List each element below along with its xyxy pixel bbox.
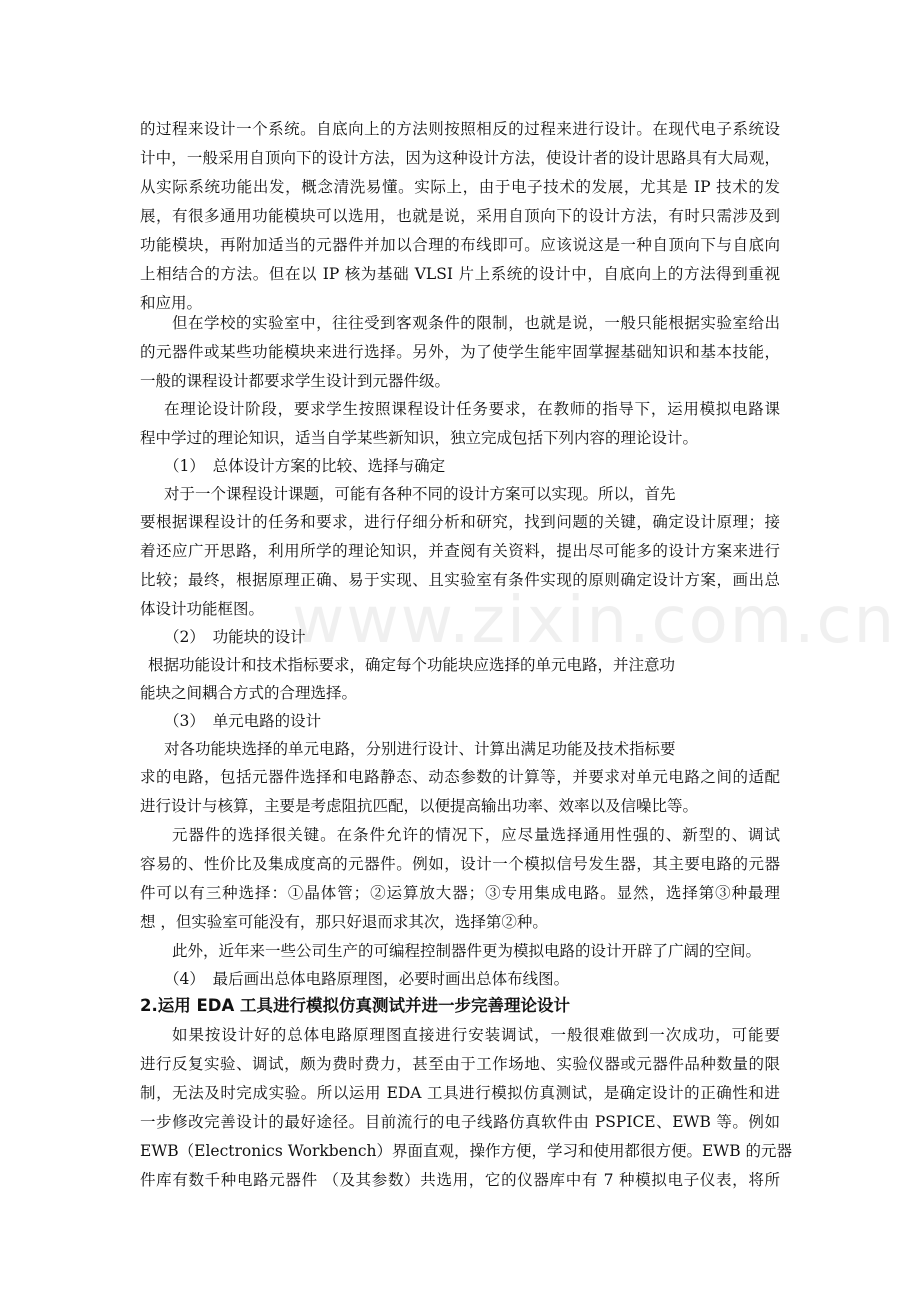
text-line: 比较；最终，根据原理正确、易于实现、且实验室有条件实现的原则确定设计方案，画出总 (140, 571, 780, 589)
text-line: EWB（Electronics Workbench）界面直观，操作方便，学习和使用都很方便。EWB 的元器 (140, 1142, 793, 1160)
text-line: 进行反复实验、调试，颇为费时费力，甚至由于工作场地、实验仪器或元器件品种数量的限 (140, 1055, 780, 1073)
text-line: 根据功能设计和技术指标要求，确定每个功能块应选择的单元电路，并注意功 (148, 656, 676, 674)
text-line: 求的电路，包括元器件选择和电路静态、动态参数的计算等，并要求对单元电路之间的适配 (140, 768, 780, 786)
text-line: 要根据课程设计的任务和要求，进行仔细分析和研究，找到问题的关键，确定设计原理；接 (140, 513, 780, 531)
text-line: 制，无法及时完成实验。所以运用 EDA 工具进行模拟仿真测试，是确定设计的正确性和进 (140, 1084, 780, 1102)
text-line: 功能模块，再附加适当的元器件并加以合理的布线即可。应该说这是一种自顶向下与自底向 (140, 236, 780, 254)
text-line: 容易的、性价比及集成度高的元器件。例如，设计一个模拟信号发生器，其主要电路的元器 (140, 855, 780, 873)
text-line: 上相结合的方法。但在以 IP 核为基础 VLSI 片上系统的设计中，自底向上的方法得到重视 (140, 265, 780, 283)
text-line: 想 ，但实验室可能没有，那只好退而求其次，选择第②种。 (140, 913, 548, 931)
text-line: 在理论设计阶段，要求学生按照课程设计任务要求，在教师的指导下，运用模拟电路课 (164, 400, 780, 418)
text-line: 件可以有三种选择：①晶体管；②运算放大器；③专用集成电路。显然，选择第③种最理 (140, 884, 780, 902)
section-heading: 2.运用 EDA 工具进行模拟仿真测试并进一步完善理论设计 (140, 996, 570, 1015)
text-line: 展，有很多通用功能模块可以选用，也就是说，采用自顶向下的设计方法，有时只需涉及到 (140, 207, 780, 225)
text-line: 着还应广开思路，利用所学的理论知识，并查阅有关资料，提出尽可能多的设计方案来进行 (140, 542, 780, 560)
text-line: 一步修改完善设计的最好途径。目前流行的电子线路仿真软件由 PSPICE、EWB 等。例如 (140, 1113, 780, 1131)
text-line: 和应用。 (140, 294, 203, 312)
text-line: 进行设计与核算，主要是考虑阻抗匹配，以便提高输出功率、效率以及信噪比等。 (140, 797, 699, 815)
text-line: 体设计功能框图。 (140, 600, 265, 618)
text-line: 的过程来设计一个系统。自底向上的方法则按照相反的过程来进行设计。在现代电子系统设 (140, 120, 780, 138)
text-line: 对于一个课程设计课题，可能有各种不同的设计方案可以实现。所以，首先 (164, 485, 676, 503)
text-line: 程中学过的理论知识，适当自学某些新知识，独立完成包括下列内容的理论设计。 (140, 429, 699, 447)
list-item-heading: （1） 总体设计方案的比较、选择与确定 (164, 457, 446, 475)
text-line: 的元器件或某些功能模块来进行选择。另外，为了使学生能牢固掌握基础知识和基本技能， (140, 343, 780, 361)
text-line: 对各功能块选择的单元电路，分别进行设计、计算出满足功能及技术指标要 (164, 740, 676, 758)
list-item-heading: （3） 单元电路的设计 (164, 712, 322, 730)
text-line: 件库有数千种电路元器件 （及其参数）共选用，它的仪器库中有 7 种模拟电子仪表，将所 (140, 1171, 780, 1189)
text-line: 元器件的选择很关键。在条件允许的情况下，应尽量选择通用性强的、新型的、调试 (172, 826, 780, 844)
text-line: 此外，近年来一些公司生产的可编程控制器件更为模拟电路的设计开辟了广阔的空间。 (172, 942, 762, 960)
text-line: 从实际系统功能出发，概念清洗易懂。实际上，由于电子技术的发展，尤其是 IP 技术的发 (140, 178, 780, 196)
text-line: 计中，一般采用自顶向下的设计方法，因为这种设计方法，使设计者的设计思路具有大局观， (140, 149, 780, 167)
text-line: 能块之间耦合方式的合理选择。 (140, 684, 358, 702)
list-item-heading: （4） 最后画出总体电路原理图，必要时画出总体布线图。 (164, 970, 570, 988)
text-line: 一般的课程设计都要求学生设计到元器件级。 (140, 372, 451, 390)
text-line: 如果按设计好的总体电路原理图直接进行安装调试，一般很难做到一次成功，可能要 (172, 1026, 780, 1044)
text-line: 但在学校的实验室中，往往受到客观条件的限制，也就是说，一般只能根据实验室给出 (172, 314, 780, 332)
list-item-heading: （2） 功能块的设计 (164, 628, 306, 646)
watermark: www.zixin.com.cn (292, 584, 897, 658)
